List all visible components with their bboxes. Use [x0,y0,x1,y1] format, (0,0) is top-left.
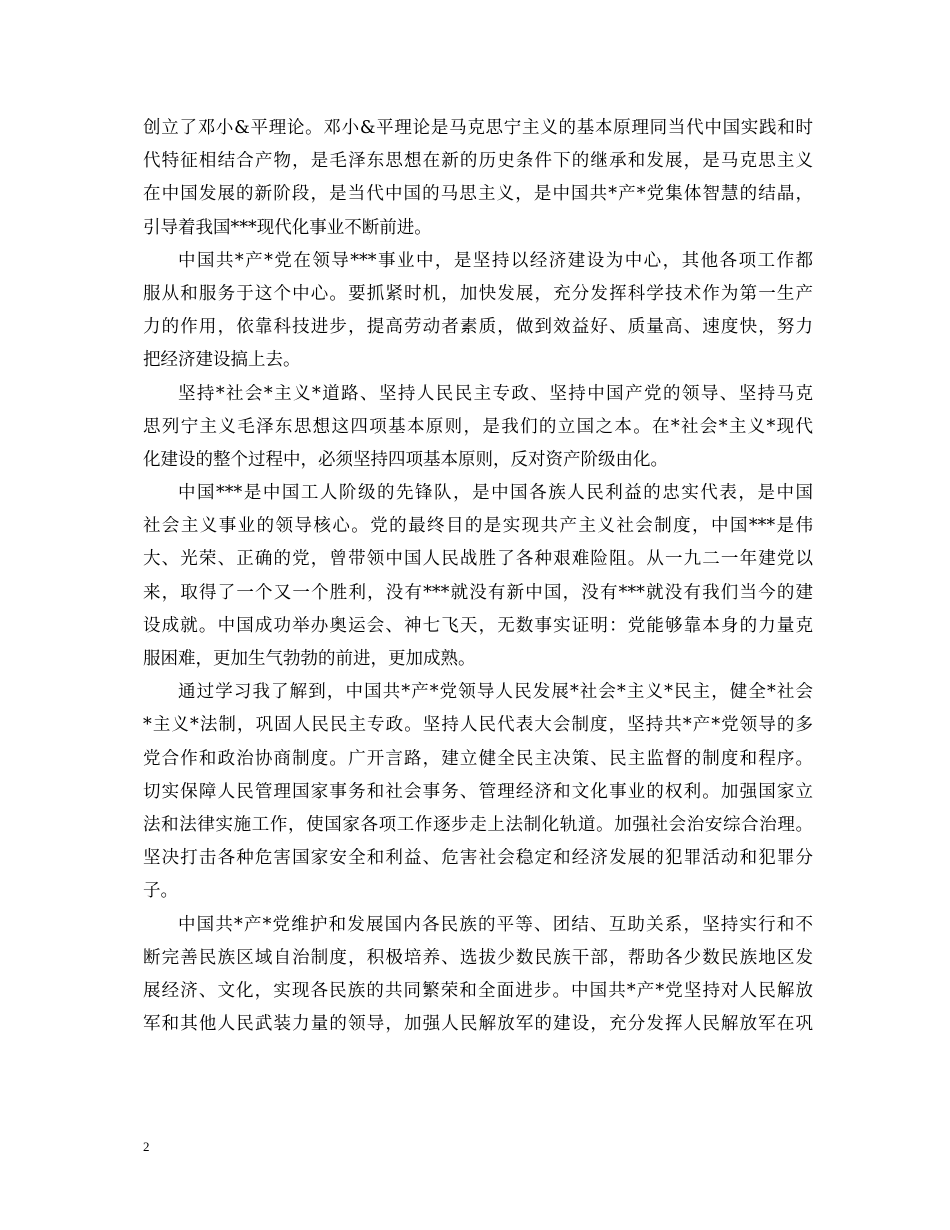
text-line: 在中国发展的新阶段，是当代中国的马思主义，是中国共*产*党集体智慧的结晶， [143,184,813,205]
text-line: 创立了邓小&平理论。邓小&平理论是马克思宁主义的基本原理同当代中国实践和时 [143,118,813,138]
text-line: 法和法律实施工作，使国家各项工作逐步走上法制化轨道。加强社会治安综合治理。 [143,814,813,835]
text-line: 断完善民族区域自治制度，积极培养、选拔少数民族干部，帮助各少数民族地区发 [143,947,813,968]
paragraph-first-line: 坚持*社会*主义*道路、坚持人民民主专政、坚持中国产党的领导、坚持马克 [178,383,813,404]
text-line: 坚决打击各种危害国家安全和利益、危害社会稳定和经济发展的犯罪活动和犯罪分 [143,848,813,869]
text-line: 设成就。中国成功举办奥运会、神七飞天，无数事实证明：党能够靠本身的力量克 [143,615,813,636]
paragraph-first-line: 中国共*产*党维护和发展国内各民族的平等、团结、互助关系，坚持实行和不 [178,914,813,935]
text-line: 子。 [143,881,178,902]
text-line: 党合作和政治协商制度。广开言路，建立健全民主决策、民主监督的制度和程序。 [143,748,813,769]
paragraph-first-line: 中国***是中国工人阶级的先锋队，是中国各族人民利益的忠实代表，是中国 [178,483,813,504]
text-line: 展经济、文化，实现各民族的共同繁荣和全面进步。中国共*产*党坚持对人民解放 [143,980,813,1001]
text-line: 切实保障人民管理国家事务和社会事务、管理经济和文化事业的权利。加强国家立 [143,781,813,802]
text-line: *主义*法制，巩固人民民主专政。坚持人民代表大会制度，坚持共*产*党领导的多 [143,715,813,736]
paragraph-first-line: 中国共*产*党在领导***事业中，是坚持以经济建设为中心，其他各项工作都 [178,250,813,271]
text-line: 代特征相结合产物，是毛泽东思想在新的历史条件下的继承和发展，是马克思主义 [143,151,813,172]
text-line: 军和其他人民武装力量的领导，加强人民解放军的建设，充分发挥人民解放军在巩 [143,1014,813,1035]
text-line: 服从和服务于这个中心。要抓紧时机，加快发展，充分发挥科学技术作为第一生产 [143,283,813,304]
text-line: 来，取得了一个又一个胜利，没有***就没有新中国，没有***就没有我们当今的建 [143,582,813,603]
text-line: 化建设的整个过程中，必须坚持四项基本原则，反对资产阶级由化。 [143,449,668,470]
text-line: 力的作用，依靠科技进步，提高劳动者素质，做到效益好、质量高、速度快，努力 [143,317,813,338]
page-number: 2 [143,1139,150,1154]
paragraph-first-line: 通过学习我了解到，中国共*产*党领导人民发展*社会*主义*民主，健全*社会 [178,682,813,703]
text-line: 思列宁主义毛泽东思想这四项基本原则，是我们的立国之本。在*社会*主义*现代 [143,416,813,437]
text-line: 社会主义事业的领导核心。党的最终目的是实现共产主义社会制度，中国***是伟 [143,516,813,537]
text-line: 把经济建设搞上去。 [143,350,301,371]
text-line: 大、光荣、正确的党，曾带领中国人民战胜了各种艰难险阻。从一九二一年建党以 [143,549,813,570]
text-line: 服困难，更加生气勃勃的前进，更加成熟。 [143,649,476,669]
document-body [143,112,813,1041]
text-line: 引导着我国***现代化事业不断前进。 [143,217,432,238]
